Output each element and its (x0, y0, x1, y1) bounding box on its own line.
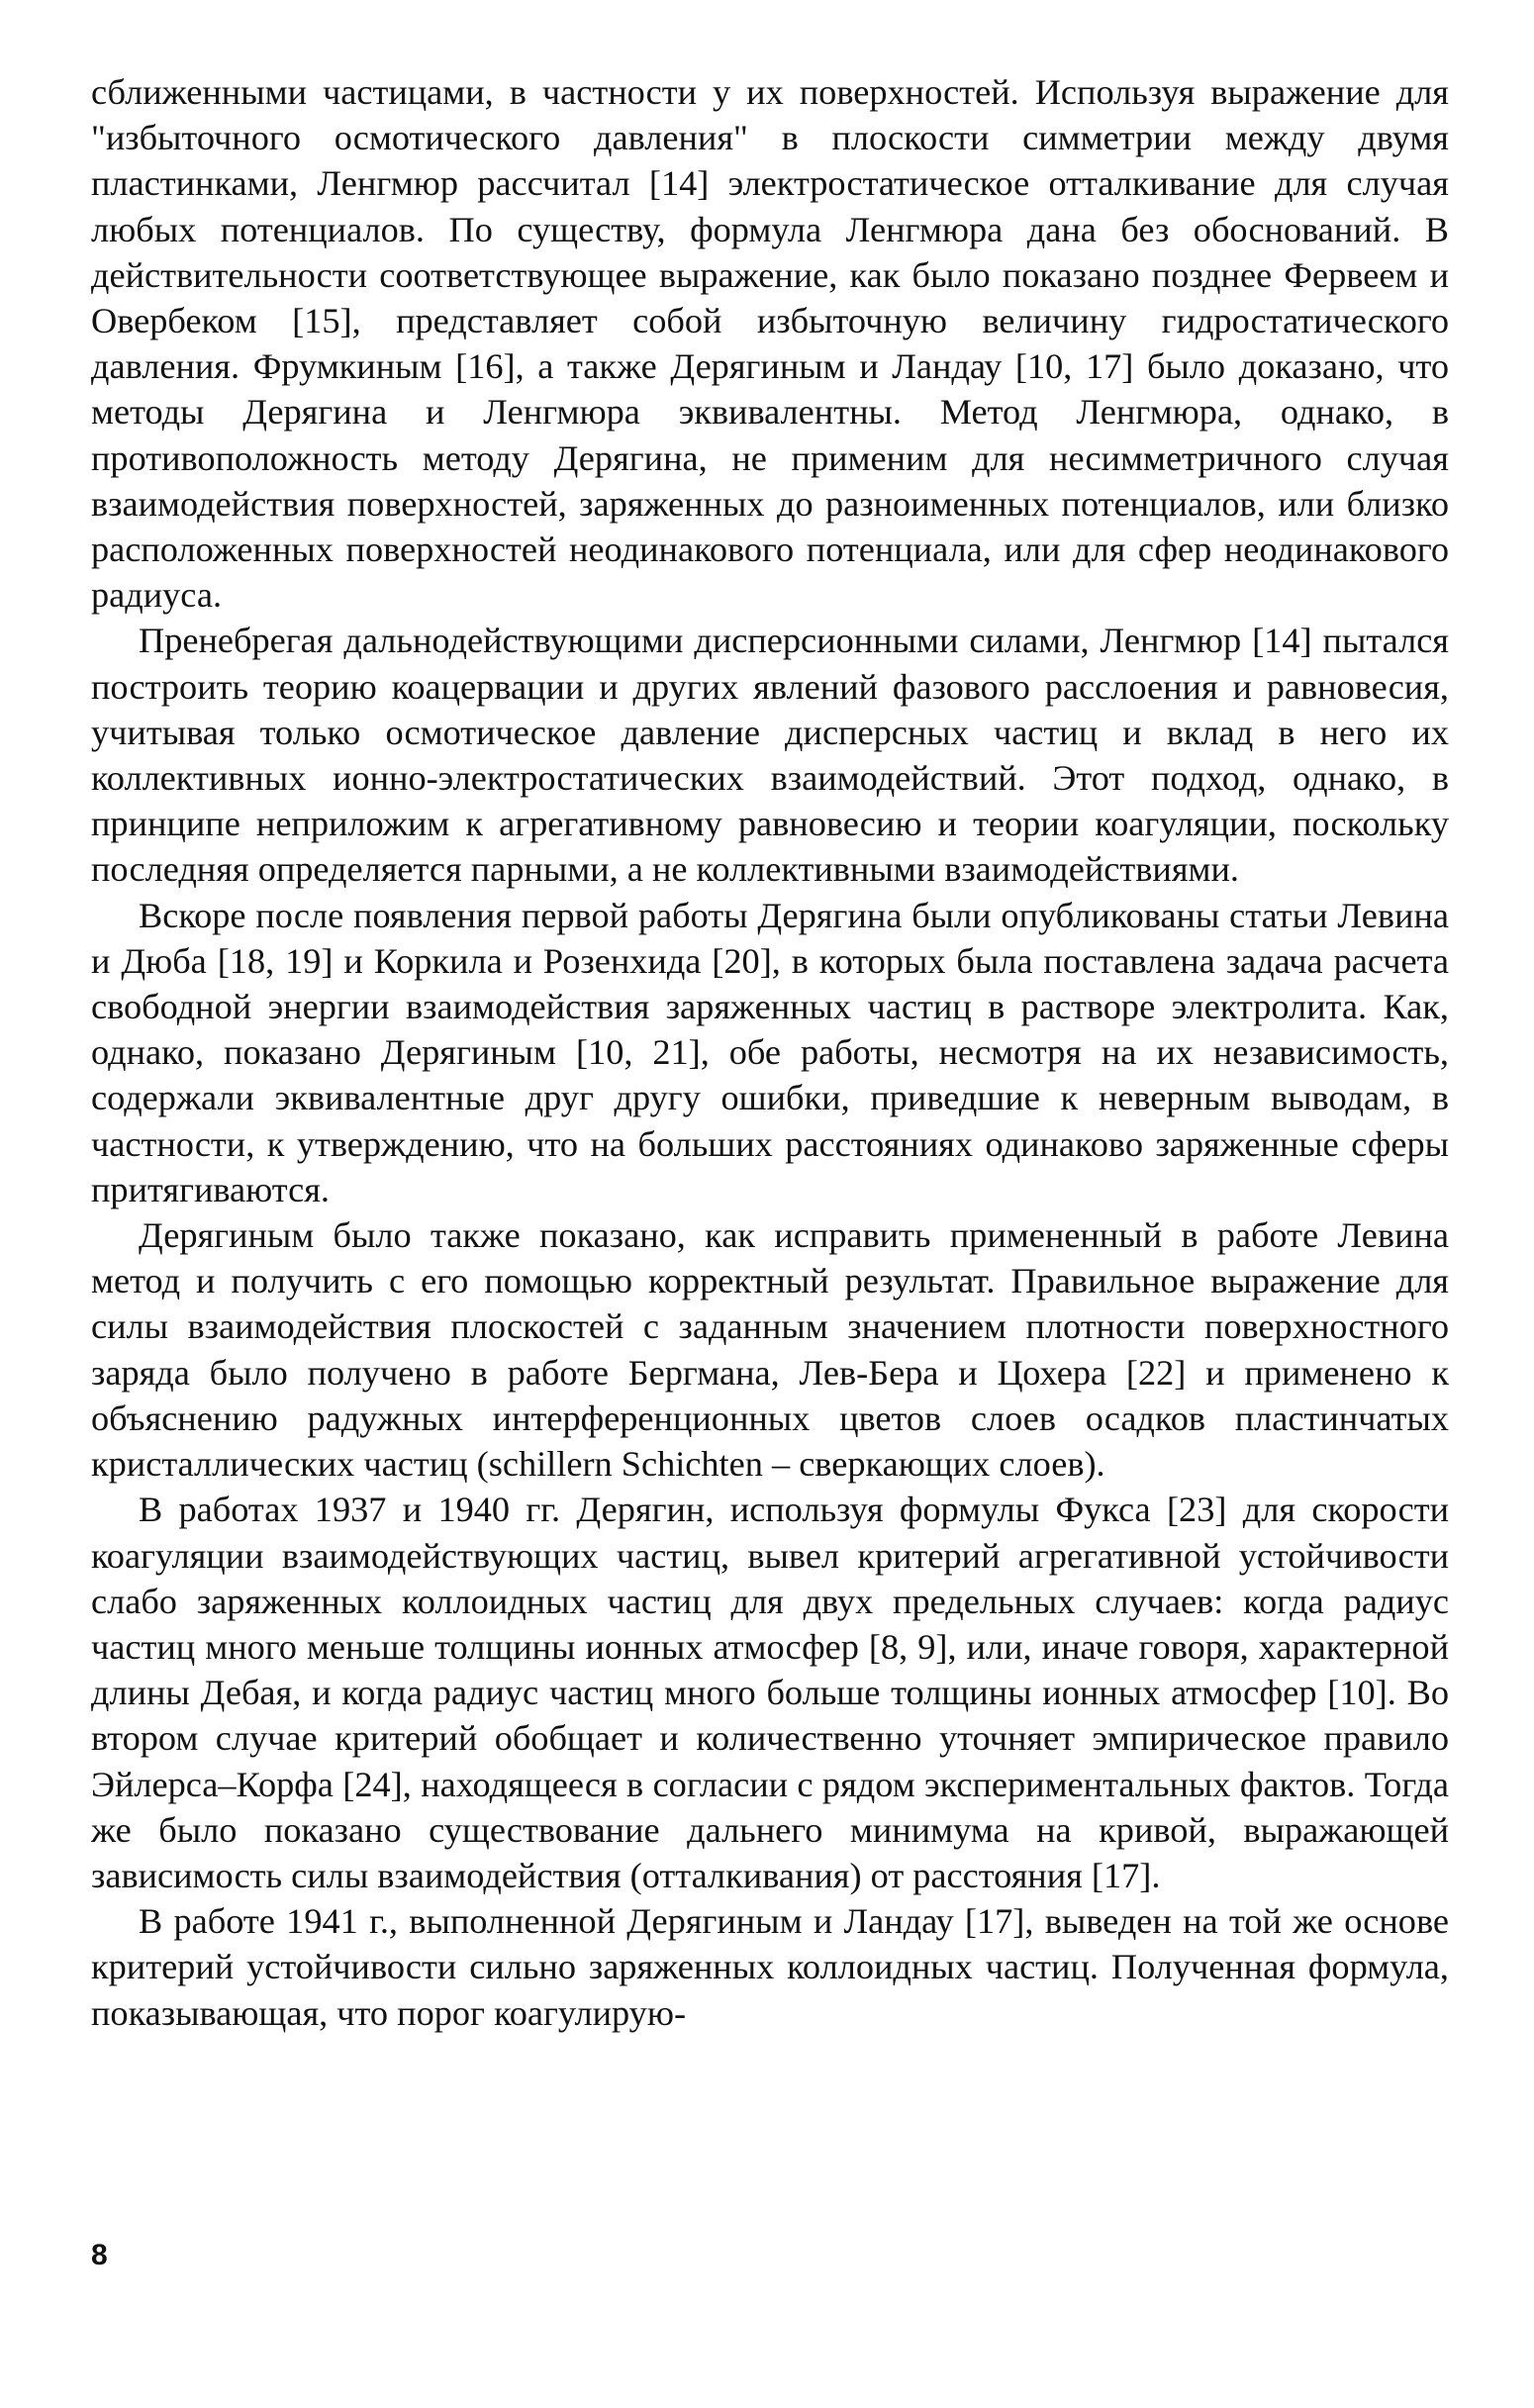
paragraph-2: Пренебрегая дальнодействующими дисперсионными силами, Ленгмюр [14] пытался построить теорию коацервации и других явлений фазового расслоения и равновесия, учитывая только осмотическое давление дисперсных частиц и вклад в него их коллективных ионно-электростатических взаимодействий. Этот подход, однако, в принципе неприложим к агрегативному равновесию и теории коагуляции, поскольку последняя определяется парными, а не коллективными взаимодействиями. (91, 621, 1449, 890)
page-body (91, 69, 1449, 2346)
paragraph-5: В работах 1937 и 1940 гг. Дерягин, используя формулы Фукса [23] для скорости коагуляции взаимодействующих частиц, вывел критерий агрегативной устойчивости слабо заряженных коллоидных частиц для двух предельных случаев: когда радиус частиц много меньше толщины ионных атмосфер [8, 9], или, иначе говоря, характерной длины Дебая, и когда радиус частиц много больше толщины ионных атмосфер [10]. Во втором случае критерий обобщает и количественно уточняет эмпирическое правило Эйлерса–Корфа [24], находящееся в согласии с рядом экспериментальных фактов. Тогда же было показано существование дальнего минимума на кривой, выражающей зависимость силы взаимодействия (отталкивания) от расстояния [17]. (91, 1490, 1449, 1895)
paragraph-6: В работе 1941 г., выполненной Дерягиным и Ландау [17], выведен на той же основе критерий устойчивости сильно заряженных коллоидных частиц. Полученная формула, показывающая, что порог коагулирую- (91, 1901, 1449, 2033)
paragraph-1: сближенными частицами, в частности у их поверхностей. Используя выражение для "избыточного осмотического давления" в плоскости симметрии между двумя пластинками, Ленгмюр рассчитал [14] электростатическое отталкивание для случая любых потенциалов. По существу, формула Ленгмюра дана без обоснований. В действительности соответствующее выражение, как было показано позднее Фервеем и Овербеком [15], представляет собой избыточную величину гидростатического давления. Фрумкиным [16], а также Дерягиным и Ландау [10, 17] было доказано, что методы Дерягина и Ленгмюра эквивалентны. Метод Ленгмюра, однако, в противоположность методу Дерягина, не применим для несимметричного случая взаимодействия поверхностей, заряженных до разноименных потенциалов, или близко расположенных поверхностей неодинакового потенциала, или для сфер неодинакового радиуса. (91, 72, 1449, 616)
page-number: 8 (91, 2239, 108, 2271)
paragraph-4: Дерягиным было также показано, как исправить примененный в работе Левина метод и получить с его помощью корректный результат. Правильное выражение для силы взаимодействия плоскостей с заданным значением плотности поверхностного заряда было получено в работе Бергмана, Лев-Бера и Цохера [22] и применено к объяснению радужных интерференционных цветов слоев осадков пластинчатых кристаллических частиц (schillern Schichten – сверкающих слоев). (91, 1215, 1449, 1485)
paragraph-3: Вскоре после появления первой работы Дерягина были опубликованы статьи Левина и Дюба [18, 19] и Коркила и Розенхида [20], в которых была поставлена задача расчета свободной энергии взаимодействия заряженных частиц в растворе электролита. Как, однако, показано Дерягиным [10, 21], обе работы, несмотря на их независимость, содержали эквивалентные друг другу ошибки, приведшие к неверным выводам, в частности, к утверждению, что на больших расстояниях одинаково заряженные сферы притягиваются. (91, 895, 1449, 1209)
